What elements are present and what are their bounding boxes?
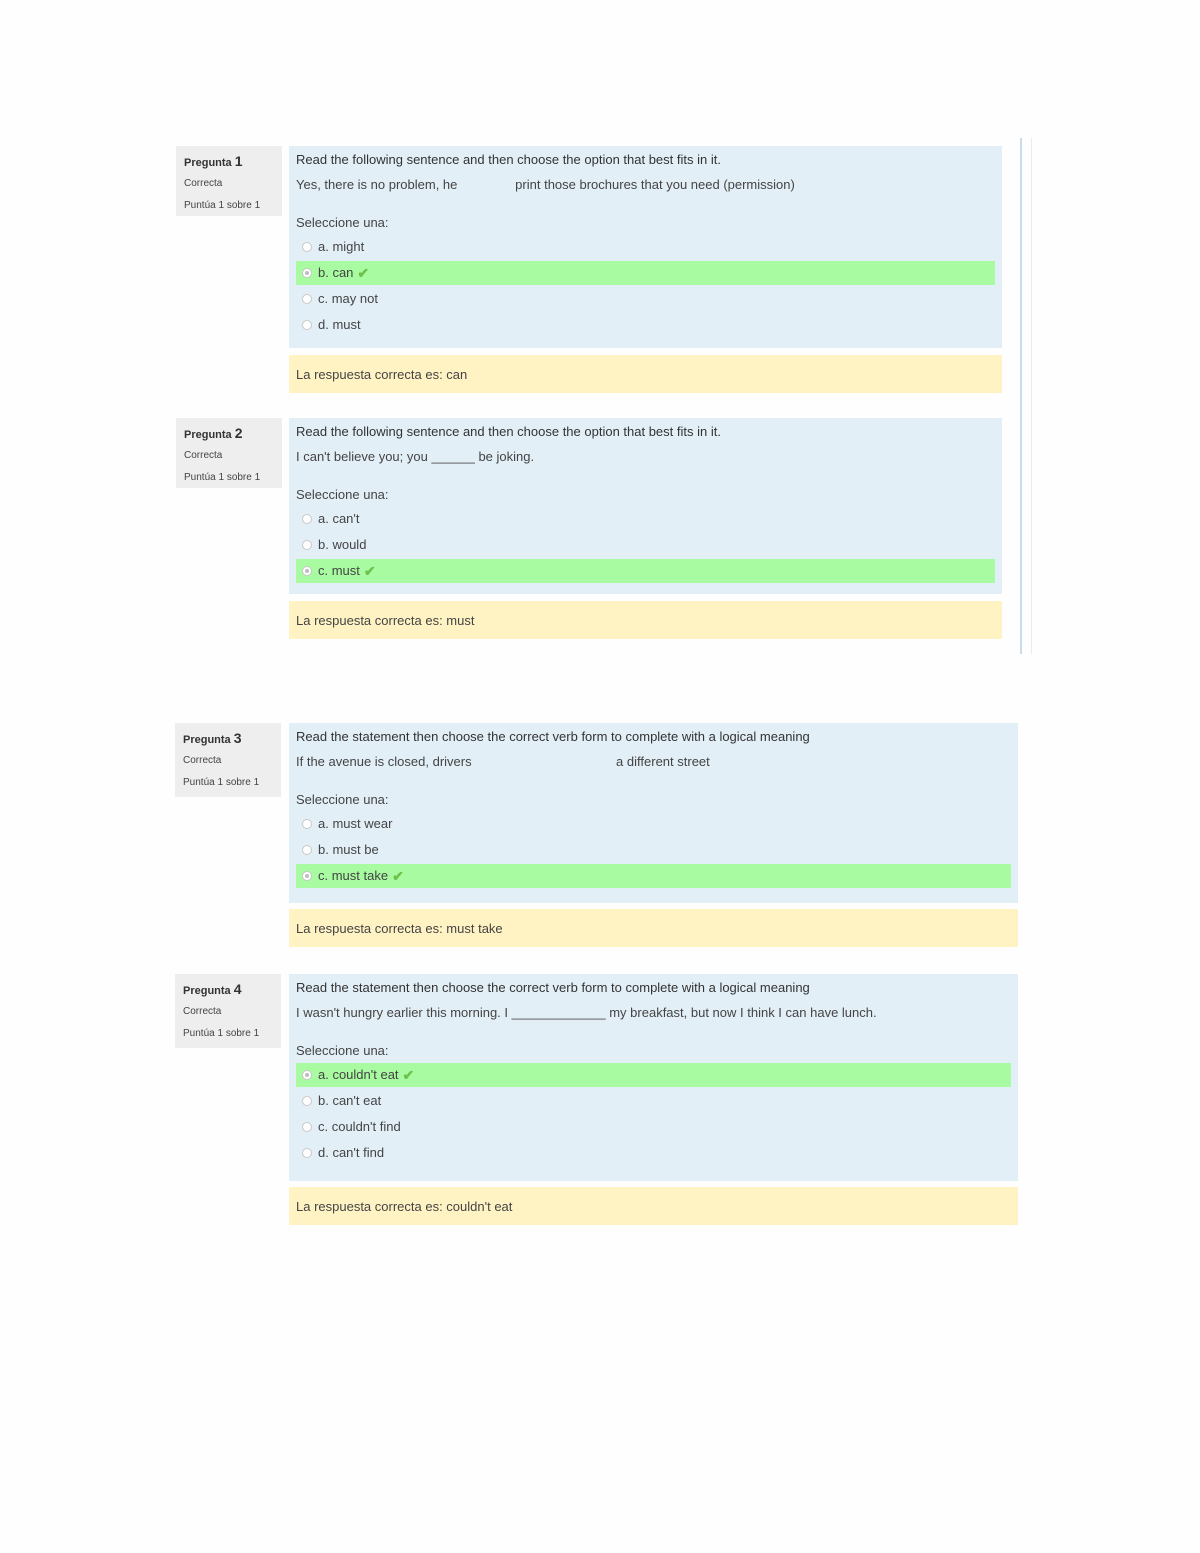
question-content [289,974,1018,1181]
question-state: Correcta [183,755,222,766]
radio-button[interactable] [302,566,312,576]
answer-option[interactable]: b. must be [296,838,1011,862]
radio-button[interactable] [302,242,312,252]
question-text: Read the following sentence and then choose the option that best fits in it. [296,152,721,167]
question-grade: Puntúa 1 sobre 1 [184,200,261,211]
answer-option[interactable]: c. must ✔ [296,559,995,583]
radio-button[interactable] [302,1122,312,1132]
answer-option[interactable]: a. must wear [296,812,1011,836]
radio-button[interactable] [302,871,312,881]
radio-button[interactable] [302,845,312,855]
question-state: Correcta [184,450,223,461]
question-grade: Puntúa 1 sobre 1 [183,777,260,788]
radio-button[interactable] [302,294,312,304]
answer-option[interactable]: c. couldn't find [296,1115,1011,1139]
question-number: Pregunta 2 [184,425,243,441]
answer-option[interactable]: b. can't eat [296,1089,1011,1113]
feedback-box: La respuesta correcta es: must take [289,909,1018,947]
feedback-box: La respuesta correcta es: must [289,601,1002,639]
radio-button[interactable] [302,514,312,524]
question-sentence: I can't believe you; you ______ be joking. [296,449,535,464]
answer-prompt: Seleccione una: [296,792,389,807]
answer-prompt: Seleccione una: [296,215,389,230]
question-text: Read the following sentence and then choose the option that best fits in it. [296,424,721,439]
answer-option[interactable]: a. might [296,235,995,259]
question-sentence: If the avenue is closed, drivers a different street [296,754,710,769]
answer-option[interactable]: a. couldn't eat ✔ [296,1063,1011,1087]
question-info [175,974,281,1048]
scroll-divider [1020,138,1022,654]
checkmark-icon: ✔ [392,868,404,884]
question-content [289,723,1018,903]
answer-option[interactable]: c. must take ✔ [296,864,1011,888]
answer-prompt: Seleccione una: [296,487,389,502]
question-number: Pregunta 1 [184,153,243,169]
radio-button[interactable] [302,540,312,550]
answer-option[interactable]: b. would [296,533,995,557]
question-sentence: Yes, there is no problem, he print those brochures that you need (permission) [296,177,795,192]
question-content [289,418,1002,594]
question-info [176,418,282,488]
checkmark-icon: ✔ [402,1067,415,1083]
answer-prompt: Seleccione una: [296,1043,389,1058]
question-state: Correcta [183,1006,222,1017]
checkmark-icon: ✔ [363,563,376,579]
question-grade: Puntúa 1 sobre 1 [183,1028,260,1039]
question-info [175,723,281,797]
answer-option[interactable]: c. may not [296,287,995,311]
answer-option[interactable]: a. can't [296,507,995,531]
feedback-box: La respuesta correcta es: couldn't eat [289,1187,1018,1225]
question-text: Read the statement then choose the correct verb form to complete with a logical meaning [296,980,810,995]
radio-button[interactable] [302,268,312,278]
question-sentence: I wasn't hungry earlier this morning. I _____________ my breakfast, but now I think I can have lunch. [296,1005,877,1020]
answer-option[interactable]: d. must [296,313,995,337]
radio-button[interactable] [302,1148,312,1158]
question-content [289,146,1002,348]
question-grade: Puntúa 1 sobre 1 [184,472,261,483]
radio-button[interactable] [302,819,312,829]
feedback-box: La respuesta correcta es: can [289,355,1002,393]
radio-button[interactable] [302,1070,312,1080]
radio-button[interactable] [302,1096,312,1106]
checkmark-icon: ✔ [357,265,370,281]
question-number: Pregunta 3 [183,730,242,746]
question-number: Pregunta 4 [183,981,242,997]
question-info [176,146,282,216]
radio-button[interactable] [302,320,312,330]
answer-option[interactable]: d. can't find [296,1141,1011,1165]
question-text: Read the statement then choose the correct verb form to complete with a logical meaning [296,729,810,744]
answer-option[interactable]: b. can ✔ [296,261,995,285]
scroll-divider-shadow [1031,138,1032,654]
question-state: Correcta [184,178,223,189]
